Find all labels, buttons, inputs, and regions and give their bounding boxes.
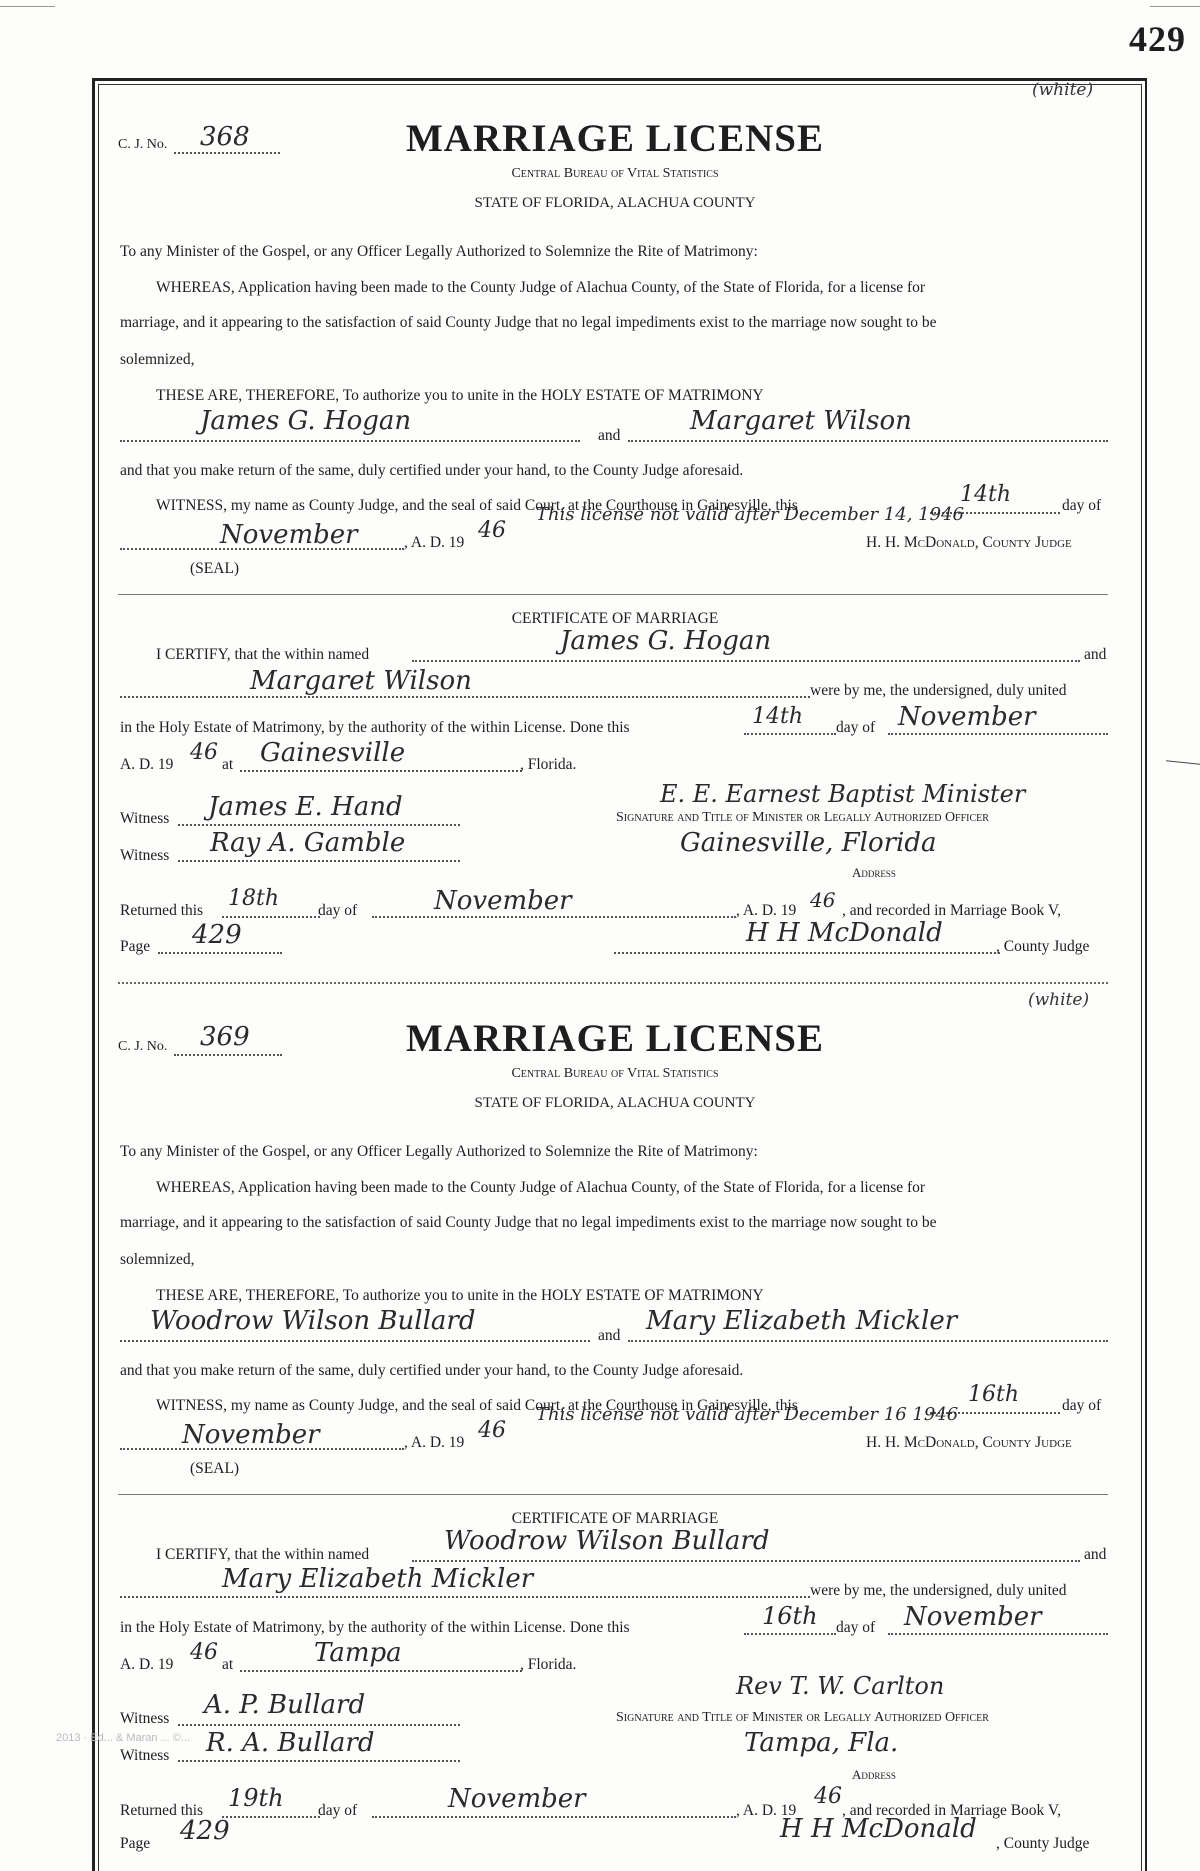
- done-day: 16th: [762, 1602, 818, 1630]
- cert-year: 46: [190, 1640, 218, 1665]
- certify-label: I CERTIFY, that the within named: [156, 646, 370, 663]
- officiant-signature: E. E. Earnest Baptist Minister: [660, 780, 1026, 808]
- done-day-of-label: day of: [836, 719, 876, 736]
- groom-name: Woodrow Wilson Bullard: [150, 1306, 476, 1336]
- race-note: (white): [1032, 80, 1094, 100]
- whereas-line-3: solemnized,: [120, 1251, 195, 1268]
- book-page: 429: [192, 920, 242, 950]
- address-line: To any Minister of the Gospel, or any Officer Legally Authorized to Solemnize the Rite of Matrimony:: [120, 1143, 758, 1160]
- book-page: 429: [180, 1816, 230, 1846]
- county-judge-label: , County Judge: [996, 1835, 1090, 1852]
- whereas-line-2: marriage, and it appearing to the satisfaction of said County Judge that no legal impediments exist to the marriage now sought to be: [120, 1214, 937, 1231]
- return-line: and that you make return of the same, duly certified under your hand, to the County Judge aforesaid.: [120, 462, 744, 479]
- at-label: at: [222, 1656, 234, 1673]
- witness-label-2: Witness: [120, 1747, 170, 1764]
- marriage-place: Gainesville: [260, 738, 406, 768]
- authorize-line: THESE ARE, THEREFORE, To authorize you to unite in the HOLY ESTATE OF MATRIMONY: [156, 1287, 764, 1304]
- judge-signature: H H McDonald: [746, 918, 943, 948]
- were-by-label: were by me, the undersigned, duly united: [810, 682, 1067, 699]
- and-label: and: [598, 427, 621, 444]
- margin-mark: [1166, 760, 1200, 765]
- officiant-address: Tampa, Fla.: [744, 1728, 899, 1758]
- and-label: and: [598, 1327, 621, 1344]
- day-of-label: day of: [1062, 1397, 1102, 1414]
- returned-day: 19th: [228, 1784, 284, 1812]
- marriage-place: Tampa: [314, 1638, 402, 1668]
- ad-label: , A. D. 19: [404, 1434, 465, 1451]
- witness-label-1: Witness: [120, 810, 170, 827]
- returned-day-of-label: day of: [318, 1802, 358, 1819]
- officiant-signature: Rev T. W. Carlton: [736, 1672, 945, 1700]
- certificate-title: CERTIFICATE OF MARRIAGE: [511, 610, 719, 627]
- race-note: (white): [1028, 990, 1090, 1010]
- cert-bride: Mary Elizabeth Mickler: [222, 1564, 534, 1594]
- license-title: MARRIAGE LICENSE: [406, 117, 824, 160]
- cert-year: 46: [190, 740, 218, 765]
- cert-ad-label: A. D. 19: [120, 756, 174, 773]
- returned-label: Returned this: [120, 902, 204, 919]
- holy-estate-label: in the Holy Estate of Matrimony, by the authority of the within License. Done this: [120, 719, 630, 736]
- validity-note: This license not valid after December 14, 1946: [536, 504, 964, 525]
- address-line: To any Minister of the Gospel, or any Officer Legally Authorized to Solemnize the Rite of Matrimony:: [120, 243, 758, 260]
- witness-judge-line: WITNESS, my name as County Judge, and the seal of said Court, at the Courthouse in Gainesville, this: [156, 1397, 798, 1414]
- validity-note: This license not valid after December 16 1946: [536, 1404, 959, 1425]
- whereas-line-1: WHEREAS, Application having been made to the County Judge of Alachua County, of the State of Florida, for a license for: [156, 279, 926, 296]
- done-month: November: [904, 1602, 1042, 1632]
- returned-year: 46: [814, 1784, 842, 1809]
- address-label: Address: [852, 1767, 896, 1782]
- license-day: 14th: [960, 482, 1012, 507]
- witness-1: James E. Hand: [208, 792, 403, 822]
- cj-no-label: C. J. No.: [118, 137, 168, 152]
- cert-ad-label: A. D. 19: [120, 1656, 174, 1673]
- ad-label: , A. D. 19: [404, 534, 465, 551]
- license-month: November: [182, 1420, 320, 1450]
- returned-day-of-label: day of: [318, 902, 358, 919]
- officiant-address: Gainesville, Florida: [680, 828, 937, 858]
- watermark: 2013 · Ed... & Maran ... ©...: [56, 1732, 191, 1744]
- returned-ad-label: , A. D. 19: [736, 902, 797, 919]
- returned-month: November: [434, 886, 572, 916]
- returned-year: 46: [810, 888, 836, 912]
- recorded-label: , and recorded in Marriage Book V,: [842, 902, 1061, 919]
- cert-groom: Woodrow Wilson Bullard: [444, 1526, 770, 1556]
- whereas-line-1: WHEREAS, Application having been made to the County Judge of Alachua County, of the State of Florida, for a license for: [156, 1179, 926, 1196]
- cj-no-value: 368: [200, 122, 250, 152]
- witness-label-2: Witness: [120, 847, 170, 864]
- page-label: Page: [120, 938, 151, 955]
- state-county: STATE OF FLORIDA, ALACHUA COUNTY: [474, 1095, 756, 1111]
- bureau-name: Central Bureau of Vital Statistics: [511, 166, 719, 181]
- page-number: 429: [1129, 19, 1186, 59]
- county-judge-label: , County Judge: [996, 938, 1090, 955]
- whereas-line-3: solemnized,: [120, 351, 195, 368]
- address-label: Address: [852, 865, 896, 880]
- cert-bride: Margaret Wilson: [250, 666, 472, 696]
- seal-label: (SEAL): [190, 560, 240, 577]
- returned-month: November: [448, 1784, 586, 1814]
- witness-2: Ray A. Gamble: [210, 828, 406, 858]
- cj-no-label: C. J. No.: [118, 1039, 168, 1054]
- cj-no-value: 369: [200, 1022, 250, 1052]
- done-day-of-label: day of: [836, 1619, 876, 1636]
- license-month: November: [220, 520, 358, 550]
- witness-2: R. A. Bullard: [206, 1728, 375, 1758]
- bride-name: Margaret Wilson: [690, 406, 912, 436]
- county-judge-name: H. H. McDonald, County Judge: [866, 1434, 1072, 1451]
- returned-day: 18th: [228, 886, 280, 911]
- witness-label-1: Witness: [120, 1710, 170, 1727]
- cert-and-label: and: [1084, 646, 1107, 663]
- holy-estate-label: in the Holy Estate of Matrimony, by the authority of the within License. Done this: [120, 1619, 630, 1636]
- bureau-name: Central Bureau of Vital Statistics: [511, 1066, 719, 1081]
- cert-groom: James G. Hogan: [560, 626, 772, 656]
- done-month: November: [898, 702, 1036, 732]
- done-day: 14th: [752, 704, 804, 729]
- day-of-label: day of: [1062, 497, 1102, 514]
- license-year: 46: [478, 1418, 506, 1443]
- license-title: MARRIAGE LICENSE: [406, 1017, 824, 1060]
- authorize-line: THESE ARE, THEREFORE, To authorize you to unite in the HOLY ESTATE OF MATRIMONY: [156, 387, 764, 404]
- returned-label: Returned this: [120, 1802, 204, 1819]
- florida-label: , Florida.: [520, 1656, 577, 1673]
- recorded-label: , and recorded in Marriage Book V,: [842, 1802, 1061, 1819]
- license-day: 16th: [968, 1382, 1020, 1407]
- witness-judge-line: WITNESS, my name as County Judge, and the seal of said Court, at the Courthouse in Gainesville, this: [156, 497, 798, 514]
- cert-and-label: and: [1084, 1546, 1107, 1563]
- certificate-title: CERTIFICATE OF MARRIAGE: [511, 1510, 719, 1527]
- return-line: and that you make return of the same, duly certified under your hand, to the County Judge aforesaid.: [120, 1362, 744, 1379]
- license-year: 46: [478, 518, 506, 543]
- officiant-title-label: Signature and Title of Minister or Legally Authorized Officer: [616, 1710, 989, 1725]
- bride-name: Mary Elizabeth Mickler: [646, 1306, 958, 1336]
- whereas-line-2: marriage, and it appearing to the satisfaction of said County Judge that no legal impediments exist to the marriage now sought to be: [120, 314, 937, 331]
- certify-label: I CERTIFY, that the within named: [156, 1546, 370, 1563]
- officiant-title-label: Signature and Title of Minister or Legally Authorized Officer: [616, 810, 989, 825]
- page-label: Page: [120, 1835, 151, 1852]
- returned-ad-label: , A. D. 19: [736, 1802, 797, 1819]
- seal-label: (SEAL): [190, 1460, 240, 1477]
- at-label: at: [222, 756, 234, 773]
- judge-signature: H H McDonald: [780, 1814, 977, 1844]
- state-county: STATE OF FLORIDA, ALACHUA COUNTY: [474, 195, 756, 211]
- were-by-label: were by me, the undersigned, duly united: [810, 1582, 1067, 1599]
- florida-label: , Florida.: [520, 756, 577, 773]
- groom-name: James G. Hogan: [200, 406, 412, 436]
- county-judge-name: H. H. McDonald, County Judge: [866, 534, 1072, 551]
- witness-1: A. P. Bullard: [204, 1690, 366, 1720]
